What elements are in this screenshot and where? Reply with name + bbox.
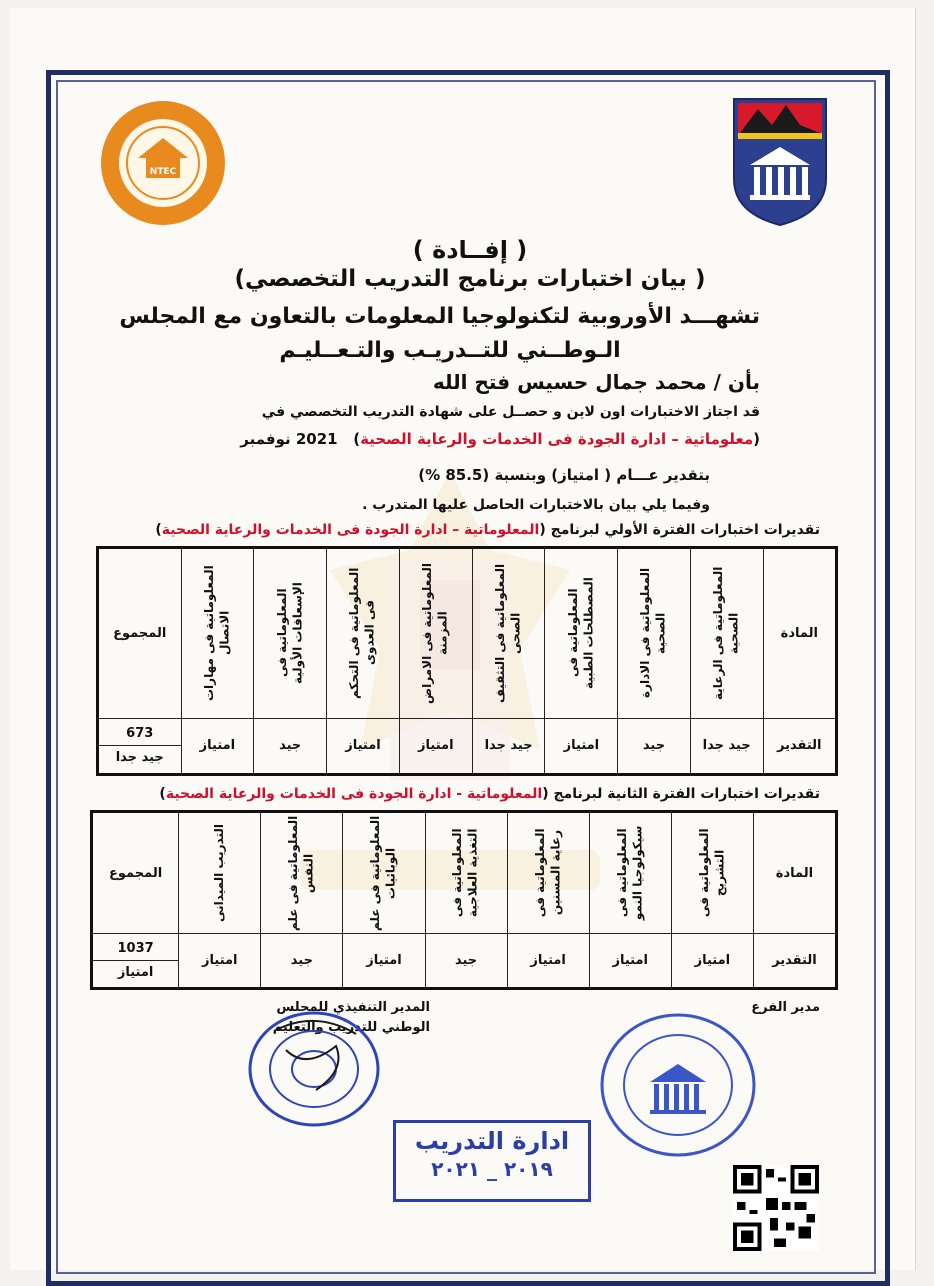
exec-director-line2: الوطني للتدريب والتعليم (272, 1020, 430, 1035)
period1-heading-prefix: تقديرات اختبارات الفترة الأولي لبرنامج ( (539, 522, 820, 538)
period2-subject: المعلوماتية فى سيكولوجيا النمو (589, 812, 671, 934)
period2-total-label: المجموع (92, 812, 179, 934)
period2-total-cell (92, 934, 179, 989)
qr-code (732, 1165, 820, 1251)
exec-director-line1: المدير التنفيذي للمجلس (276, 1000, 430, 1015)
period1-subject: المعلوماتية فى مهارات الاتصال (181, 548, 254, 719)
period2-grade: امتياز (589, 934, 671, 989)
period1-grade-label: التقدير (763, 718, 836, 774)
period2-subject: المعلوماتية فى التغذية العلاجية (425, 812, 507, 934)
period1-total-label: المجموع (98, 548, 182, 719)
program-name: معلوماتية – ادارة الجودة فى الخدمات والرعاية الصحية (360, 430, 754, 448)
certify-line-2: الـوطــني للتــدريـب والتـعــليـم (279, 338, 621, 363)
program-close: ) (353, 430, 361, 448)
period1-grade: جيد جدا (690, 718, 763, 774)
holder-name: بأن / محمد جمال حسيس فتح الله (432, 370, 760, 394)
period2-subject-row (92, 812, 837, 934)
period1-grade: جيد جدا (472, 718, 545, 774)
follow-line: وفيما يلي بيان بالاختبارات الحاصل عليها المتدرب . (362, 497, 710, 513)
ntec-logo (98, 98, 228, 228)
period1-subject: المعلوماتية فى الرعاية الصحية (690, 548, 763, 719)
training-dept-stamp (393, 1120, 591, 1202)
period1-total-grade: جيد جدا (115, 750, 164, 766)
period1-grade-row (98, 718, 837, 774)
program-date: 2021 نوفمبر (240, 430, 338, 448)
period2-table (90, 810, 838, 990)
period2-subject: المعلوماتية فى علم الوبائيات (343, 812, 425, 934)
period2-heading (120, 786, 820, 802)
period1-subject: المعلوماتية فى التحكم فى العدوى (327, 548, 400, 719)
program-line (200, 430, 760, 448)
academy-shield-logo (730, 95, 830, 227)
period1-grade: امتياز (545, 718, 618, 774)
overall-grade-line: بتقدير عـــام ( امتياز) وبنسبة (85.5 %) (418, 466, 710, 484)
doc-subtitle: ( بيان اختبارات برنامج التدريب التخصصي) (234, 266, 706, 292)
period1-grade: جيد (254, 718, 327, 774)
branch-manager-label: مدير الفرع (751, 1000, 820, 1015)
period1-subject: المعلوماتية فى التثقيف الصحى (472, 548, 545, 719)
period2-subject: المعلوماتية فى التشريح (671, 812, 753, 934)
period2-grade: جيد (261, 934, 343, 989)
program-open: ( (753, 430, 760, 448)
period1-heading-suffix: ) (155, 522, 162, 538)
training-stamp-title: ادارة التدريب (414, 1127, 570, 1155)
period2-heading-suffix: ) (159, 786, 166, 802)
period1-grade: امتياز (181, 718, 254, 774)
period1-subject: المعلوماتية فى الإسعافات الأولية (254, 548, 327, 719)
period1-heading (120, 522, 820, 538)
ntec-logo-text: NTEC (149, 167, 177, 177)
period1-grade: امتياز (327, 718, 400, 774)
passed-text: قد اجتاز الاختبارات اون لاين و حصــل على شهادة التدريب التخصصي في (261, 404, 760, 420)
period2-heading-program: المعلوماتية - ادارة الجودة فى الخدمات والرعاية الصحية (165, 786, 543, 802)
period2-subject: التدريب الميدانى (179, 812, 261, 934)
training-stamp-years: ٢٠١٩ _ ٢٠٢١ (431, 1157, 553, 1181)
period2-grade: امتياز (179, 934, 261, 989)
period1-grade: جيد (618, 718, 690, 774)
period1-subject: المعلوماتية فى الادارة الصحية (618, 548, 690, 719)
period2-heading-prefix: تقديرات اختبارات الفترة الثانية لبرنامج ( (542, 786, 820, 802)
period1-total-cell (98, 718, 182, 774)
period2-subject: المعلوماتية فى رعاية المسنين (507, 812, 589, 934)
period1-table (96, 546, 838, 776)
certify-line-1: تشهـــد الأوروبية لتكنولوجيا المعلومات بالتعاون مع المجلس (119, 304, 760, 329)
ntec-round-stamp (246, 1010, 382, 1128)
period2-grade: امتياز (343, 934, 425, 989)
period1-subject: المعلوماتية فى الامراض المزمنة (399, 548, 472, 719)
period2-total: 1037 (93, 937, 178, 961)
period1-total: 673 (99, 722, 181, 746)
period2-grade: امتياز (507, 934, 589, 989)
period2-grade-label: التقدير (753, 934, 836, 989)
period1-subject-label: المادة (763, 548, 836, 719)
period1-subject: المعلوماتية فى المصطلحات الطبية (545, 548, 618, 719)
period2-grade: امتياز (671, 934, 753, 989)
period1-heading-program: المعلوماتية – ادارة الجودة فى الخدمات والرعاية الصحية (161, 522, 540, 538)
academy-round-seal (598, 1010, 758, 1160)
period2-total-grade: امتياز (117, 965, 154, 981)
period2-subject-label: المادة (753, 812, 836, 934)
period1-subject-row (98, 548, 837, 719)
period2-grade: جيد (425, 934, 507, 989)
period2-subject: المعلوماتية فى علم النفس (261, 812, 343, 934)
period2-grade-row (92, 934, 837, 989)
doc-title: ( إفــادة ) (412, 236, 528, 264)
period1-grade: امتياز (399, 718, 472, 774)
